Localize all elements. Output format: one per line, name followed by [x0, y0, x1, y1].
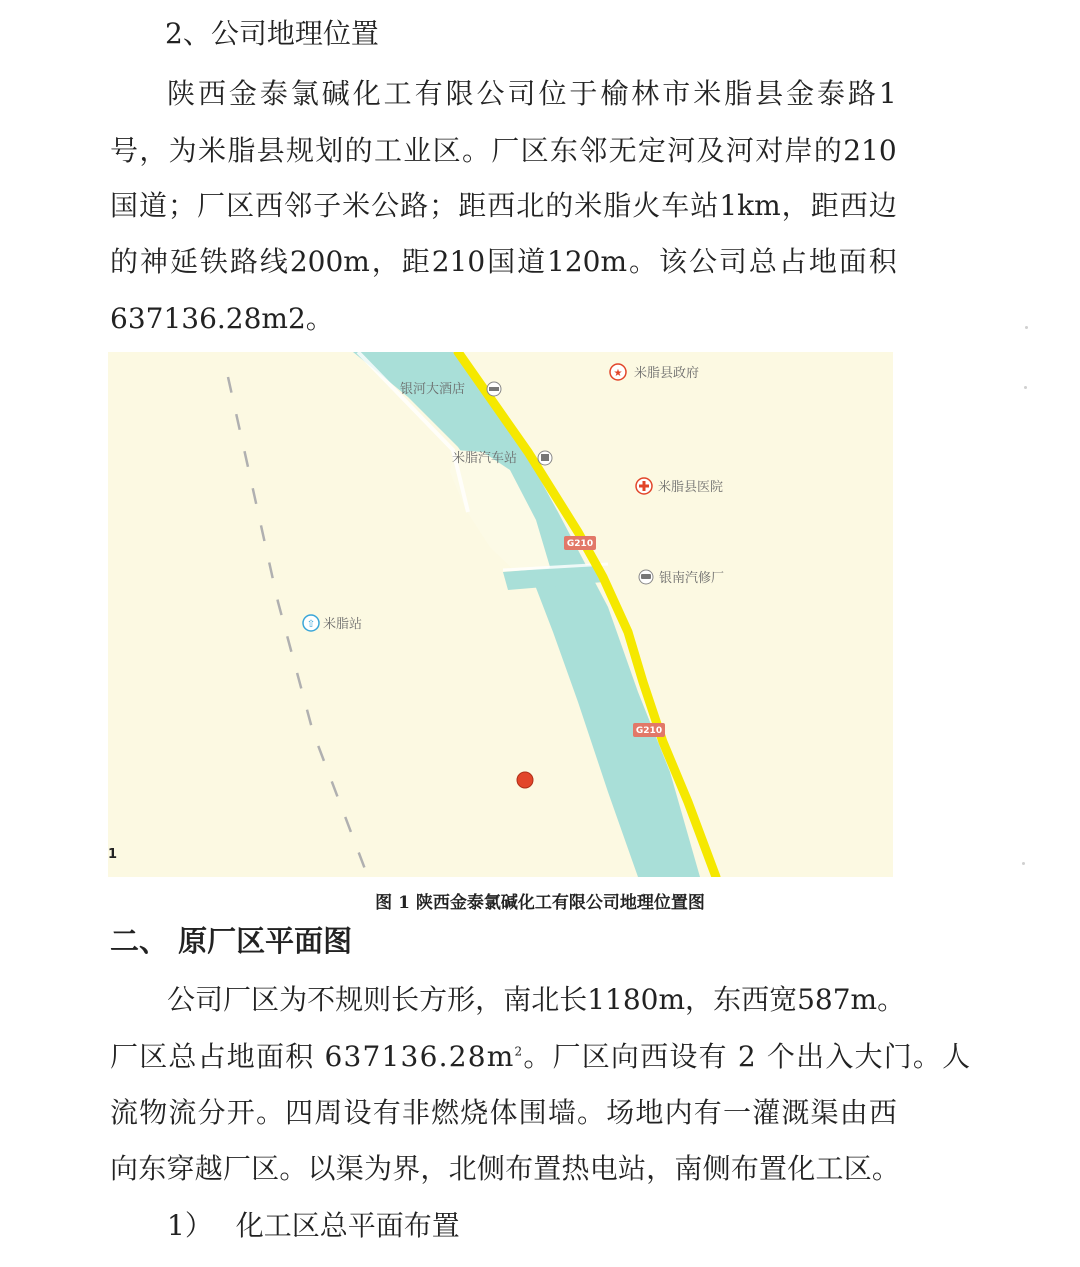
text-token: 邻: [284, 189, 313, 222]
text-token: ，: [685, 983, 714, 1016]
text-token: 向: [110, 1152, 139, 1185]
svg-text:★: ★: [613, 368, 623, 379]
text-token: 工: [383, 77, 412, 110]
text-token: 西: [839, 189, 868, 222]
text-token: 火: [632, 189, 661, 222]
subsection-number: 1）: [167, 1209, 213, 1242]
text-token: 围: [518, 1096, 547, 1129]
text-token: 区: [251, 1152, 280, 1185]
para2-line2-prefix: 厂区总占地面积 637136.28m: [110, 1040, 515, 1073]
text-token: 210: [431, 245, 486, 278]
scan-speck: [1022, 862, 1025, 865]
text-token: 神: [139, 245, 168, 278]
text-token: 则: [363, 983, 392, 1016]
text-token: 东: [713, 983, 742, 1016]
text-token: 泰: [259, 77, 288, 110]
text-token: ，: [646, 1152, 675, 1185]
text-token: 站: [617, 1152, 646, 1185]
text-token: 。: [461, 134, 490, 167]
text-token: 规: [285, 134, 314, 167]
text-token: 的: [344, 134, 373, 167]
text-token: 1km: [719, 189, 781, 222]
text-token: 对: [755, 134, 784, 167]
poi-label-gov: 米脂县政府: [634, 366, 700, 381]
text-token: 587m: [797, 983, 878, 1016]
text-token: 碱: [321, 77, 350, 110]
subsection-title: 化工区总平面布置: [235, 1209, 460, 1242]
text-token: 流: [168, 1096, 197, 1129]
text-token: 置: [533, 1152, 562, 1185]
text-token: 公: [688, 245, 717, 278]
text-token: 长: [391, 983, 420, 1016]
text-token: 化: [352, 77, 381, 110]
text-token: 河: [667, 134, 696, 167]
text-token: ，: [781, 189, 810, 222]
text-token: 北: [448, 1152, 477, 1185]
text-token: 为: [363, 1152, 392, 1185]
para1-line4: [110, 245, 897, 278]
text-token: 路: [229, 245, 258, 278]
poi-label-hospital: 米脂县医院: [658, 480, 724, 495]
text-token: 定: [637, 134, 666, 167]
text-token: 的: [813, 134, 842, 167]
text-token: 物: [139, 1096, 168, 1129]
text-token: 距: [810, 189, 839, 222]
para2-line2: [110, 1040, 972, 1073]
text-token: 流: [110, 1096, 139, 1129]
text-token: 南: [674, 1152, 703, 1185]
text-token: 铁: [199, 245, 228, 278]
text-token: 区: [843, 1152, 872, 1185]
text-token: 河: [725, 134, 754, 167]
text-token: 米: [693, 77, 722, 110]
para1-line1: [167, 77, 897, 110]
text-token: 厂: [197, 189, 226, 222]
text-token: 。: [877, 983, 906, 1016]
text-token: 榆: [600, 77, 629, 110]
text-token: 体: [489, 1096, 518, 1129]
text-token: 米: [574, 189, 603, 222]
text-token: 道: [139, 189, 168, 222]
text-token: 非: [401, 1096, 430, 1129]
text-token: 1180m: [587, 983, 686, 1016]
text-token: 号: [110, 134, 139, 167]
subsection-heading: [167, 1209, 460, 1242]
para2-line1: [167, 983, 906, 1016]
text-token: ；: [429, 189, 458, 222]
text-token: 积: [868, 245, 897, 278]
text-token: ；: [168, 189, 197, 222]
text-token: 泰: [817, 77, 846, 110]
text-token: 限: [445, 77, 474, 110]
text-token: ，: [475, 983, 504, 1016]
text-token: 灌: [752, 1096, 781, 1129]
text-token: 侧: [702, 1152, 731, 1185]
para2-line2-suffix: 。厂区向西设有 2 个出入大门。人: [523, 1040, 972, 1073]
text-token: 公: [167, 983, 196, 1016]
text-token: 周: [314, 1096, 343, 1129]
para2-line4: [110, 1152, 900, 1185]
text-token: 西: [868, 1096, 897, 1129]
text-token: 穿: [166, 1152, 195, 1185]
text-token: 米: [342, 189, 371, 222]
poi-label-train-station: 米脂站: [323, 617, 363, 632]
text-token: 热: [561, 1152, 590, 1185]
text-token: 地: [635, 1096, 664, 1129]
text-token: 电: [589, 1152, 618, 1185]
text-token: 置: [759, 1152, 788, 1185]
text-token: 金: [228, 77, 257, 110]
text-token: 形: [447, 983, 476, 1016]
text-token: 司: [718, 245, 747, 278]
text-token: 的: [545, 189, 574, 222]
superscript: 2: [514, 1044, 524, 1059]
text-token: 区: [251, 983, 280, 1016]
map-corner-mark: 1: [108, 847, 118, 862]
text-token: 司: [507, 77, 536, 110]
text-token: 氯: [290, 77, 319, 110]
text-token: 路: [847, 77, 876, 110]
text-token: 市: [662, 77, 691, 110]
text-token: 划: [315, 134, 344, 167]
text-token: 内: [664, 1096, 693, 1129]
text-token: 烧: [460, 1096, 489, 1129]
text-token: 于: [569, 77, 598, 110]
text-token: 不: [307, 983, 336, 1016]
text-token: 化: [787, 1152, 816, 1185]
text-token: 。: [577, 1096, 606, 1129]
text-token: 宽: [769, 983, 798, 1016]
chapter-heading: 二、 原厂区平面图: [110, 924, 353, 958]
text-token: 总: [748, 245, 777, 278]
text-token: 。: [255, 1096, 284, 1129]
text-token: 长: [559, 983, 588, 1016]
text-token: 厂: [222, 1152, 251, 1185]
text-token: 司: [195, 983, 224, 1016]
text-token: 120m: [547, 245, 628, 278]
poi-label-bus-station: 米脂汽车站: [452, 451, 518, 466]
text-token: 为: [168, 134, 197, 167]
text-token: 公: [476, 77, 505, 110]
text-token: 县: [256, 134, 285, 167]
text-token: 西: [487, 189, 516, 222]
text-token: 地: [808, 245, 837, 278]
text-token: 子: [313, 189, 342, 222]
text-token: 邻: [579, 134, 608, 167]
text-token: 北: [516, 189, 545, 222]
location-map: [108, 352, 893, 877]
text-token: ，: [371, 245, 400, 278]
poi-label-hotel: 银河大酒店: [400, 382, 466, 397]
text-token: 200m: [289, 245, 370, 278]
text-token: 延: [169, 245, 198, 278]
text-token: 布: [730, 1152, 759, 1185]
svg-text:⇧: ⇧: [306, 619, 316, 630]
text-token: 区: [520, 134, 549, 167]
company-location-marker: [517, 772, 533, 788]
text-token: 。: [871, 1152, 900, 1185]
text-token: 区: [432, 134, 461, 167]
text-token: 面: [838, 245, 867, 278]
shield-label-south: G210: [635, 726, 663, 736]
text-token: 脂: [603, 189, 632, 222]
text-token: 北: [531, 983, 560, 1016]
text-token: 边: [868, 189, 897, 222]
text-token: 国: [487, 245, 516, 278]
poi-label-repair: 银南汽修厂: [659, 571, 725, 586]
text-token: 四: [285, 1096, 314, 1129]
text-token: 县: [755, 77, 784, 110]
text-token: 厂: [223, 983, 252, 1016]
text-token: 渠: [335, 1152, 364, 1185]
text-token: 工: [815, 1152, 844, 1185]
text-token: 西: [197, 77, 226, 110]
text-token: 车: [661, 189, 690, 222]
text-token: 无: [608, 134, 637, 167]
para1-line2: [110, 134, 897, 167]
text-token: 金: [786, 77, 815, 110]
text-token: 溉: [781, 1096, 810, 1129]
text-token: 公: [371, 189, 400, 222]
text-token: 脂: [724, 77, 753, 110]
text-token: 的: [110, 245, 139, 278]
text-token: 南: [503, 983, 532, 1016]
text-token: 1: [878, 77, 897, 110]
text-token: 西: [741, 983, 770, 1016]
para1-line3: [110, 189, 897, 222]
text-token: 有: [414, 77, 443, 110]
text-token: 岸: [784, 134, 813, 167]
text-token: 燃: [431, 1096, 460, 1129]
text-token: 位: [538, 77, 567, 110]
text-token: 分: [197, 1096, 226, 1129]
text-token: 区: [226, 189, 255, 222]
text-token: ，: [420, 1152, 449, 1185]
shield-label-north: G210: [566, 539, 594, 549]
text-token: 国: [110, 189, 139, 222]
text-token: 由: [839, 1096, 868, 1129]
text-token: 布: [505, 1152, 534, 1185]
text-token: 场: [606, 1096, 635, 1129]
text-token: 以: [307, 1152, 336, 1185]
scan-speck: [1025, 326, 1028, 329]
text-token: 渠: [810, 1096, 839, 1129]
text-token: 界: [392, 1152, 421, 1185]
text-token: 站: [690, 189, 719, 222]
text-token: 林: [631, 77, 660, 110]
text-token: 越: [194, 1152, 223, 1185]
text-token: 距: [401, 245, 430, 278]
para1-line5: 637136.28m2。: [110, 302, 334, 335]
text-token: ，: [139, 134, 168, 167]
text-token: 西: [255, 189, 284, 222]
text-token: 一: [722, 1096, 751, 1129]
text-token: 脂: [227, 134, 256, 167]
text-token: 业: [403, 134, 432, 167]
text-token: 210: [843, 134, 897, 167]
text-token: 为: [279, 983, 308, 1016]
text-token: 东: [549, 134, 578, 167]
text-token: 厂: [491, 134, 520, 167]
text-token: 有: [693, 1096, 722, 1129]
text-token: 。: [629, 245, 658, 278]
text-token: 及: [696, 134, 725, 167]
text-token: 规: [335, 983, 364, 1016]
text-token: 。: [279, 1152, 308, 1185]
para2-line3: [110, 1096, 897, 1129]
text-token: 米: [197, 134, 226, 167]
text-token: 该: [658, 245, 687, 278]
text-token: 侧: [476, 1152, 505, 1185]
text-token: 距: [458, 189, 487, 222]
text-token: 线: [259, 245, 288, 278]
text-token: 道: [517, 245, 546, 278]
figure-caption: 图 1 陕西金泰氯碱化工有限公司地理位置图: [375, 893, 705, 913]
text-token: 开: [226, 1096, 255, 1129]
text-token: 方: [419, 983, 448, 1016]
text-token: 东: [138, 1152, 167, 1185]
section-heading: 2、公司地理位置: [165, 17, 379, 50]
text-token: 墙: [547, 1096, 576, 1129]
text-token: 工: [373, 134, 402, 167]
text-token: 陕: [167, 77, 196, 110]
scan-speck: [1024, 386, 1027, 389]
text-token: 设: [343, 1096, 372, 1129]
text-token: 有: [372, 1096, 401, 1129]
text-token: 占: [778, 245, 807, 278]
text-token: 路: [400, 189, 429, 222]
